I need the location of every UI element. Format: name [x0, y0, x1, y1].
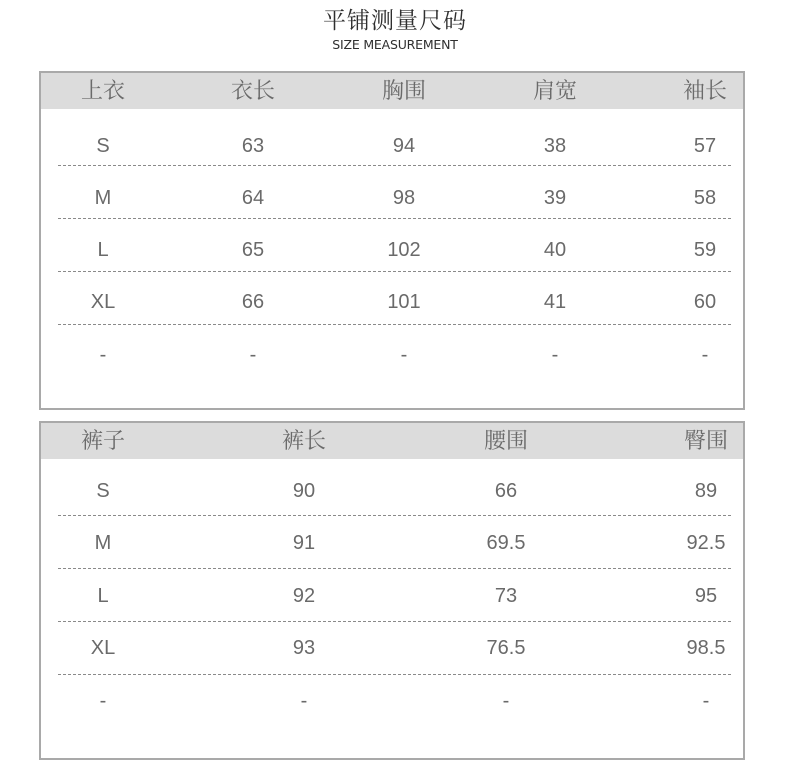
value-cell: 91 — [292, 532, 316, 554]
value-cell: 66 — [241, 291, 265, 313]
pants-header-length: 裤长 — [281, 429, 326, 454]
value-cell: 38 — [543, 135, 567, 157]
pants-header-hip: 臀围 — [683, 429, 728, 454]
tops-header-type: 上衣 — [80, 79, 125, 104]
value-cell: - — [249, 344, 257, 366]
value-cell: 90 — [292, 480, 316, 502]
table-row — [41, 466, 743, 518]
size-cell: - — [99, 690, 107, 712]
value-cell: - — [502, 690, 510, 712]
value-cell: 69.5 — [486, 532, 526, 554]
value-cell: - — [551, 344, 559, 366]
value-cell: 59 — [693, 239, 717, 261]
table-row — [41, 330, 743, 382]
value-cell: - — [400, 344, 408, 366]
pants-header-type: 裤子 — [80, 429, 125, 454]
size-cell: M — [94, 532, 112, 554]
value-cell: - — [300, 690, 308, 712]
value-cell: 89 — [694, 480, 718, 502]
pants-size-table — [39, 421, 745, 760]
value-cell: 102 — [387, 239, 421, 261]
row-divider — [58, 271, 731, 272]
tops-header-sleeve: 袖长 — [682, 79, 727, 104]
value-cell: 64 — [241, 187, 265, 209]
size-cell: L — [97, 585, 109, 607]
table-row — [41, 277, 743, 329]
value-cell: 65 — [241, 239, 265, 261]
row-divider — [58, 324, 731, 325]
size-cell: M — [94, 187, 112, 209]
size-cell: L — [97, 239, 109, 261]
value-cell: 98 — [392, 187, 416, 209]
table-row — [41, 676, 743, 728]
value-cell: 98.5 — [686, 637, 726, 659]
table-row — [41, 623, 743, 675]
size-cell: - — [99, 344, 107, 366]
pants-table-header — [41, 423, 743, 459]
value-cell: - — [702, 690, 710, 712]
row-divider — [58, 515, 731, 516]
row-divider — [58, 674, 731, 675]
table-row — [41, 571, 743, 623]
row-divider — [58, 165, 731, 166]
value-cell: - — [701, 344, 709, 366]
value-cell: 57 — [693, 135, 717, 157]
value-cell: 39 — [543, 187, 567, 209]
pants-header-waist: 腰围 — [483, 429, 528, 454]
tops-header-length: 衣长 — [230, 79, 275, 104]
value-cell: 58 — [693, 187, 717, 209]
size-cell: XL — [90, 291, 116, 313]
value-cell: 63 — [241, 135, 265, 157]
value-cell: 93 — [292, 637, 316, 659]
value-cell: 60 — [693, 291, 717, 313]
row-divider — [58, 621, 731, 622]
page-subtitle: SIZE MEASUREMENT — [332, 37, 458, 52]
value-cell: 95 — [694, 585, 718, 607]
value-cell: 94 — [392, 135, 416, 157]
size-cell: S — [96, 480, 110, 502]
value-cell: 41 — [543, 291, 567, 313]
page-title-block — [0, 6, 790, 53]
row-divider — [58, 218, 731, 219]
value-cell: 76.5 — [486, 637, 526, 659]
size-cell: S — [96, 135, 110, 157]
page-title: 平铺测量尺码 — [323, 8, 467, 34]
value-cell: 92 — [292, 585, 316, 607]
tops-table-header — [41, 73, 743, 109]
value-cell: 66 — [494, 480, 518, 502]
value-cell: 40 — [543, 239, 567, 261]
value-cell: 92.5 — [686, 532, 726, 554]
tops-header-shoulder: 肩宽 — [532, 79, 577, 104]
size-cell: XL — [90, 637, 116, 659]
tops-size-table — [39, 71, 745, 410]
value-cell: 73 — [494, 585, 518, 607]
table-row — [41, 225, 743, 277]
value-cell: 101 — [387, 291, 421, 313]
tops-header-chest: 胸围 — [381, 79, 426, 104]
table-row — [41, 518, 743, 570]
row-divider — [58, 568, 731, 569]
